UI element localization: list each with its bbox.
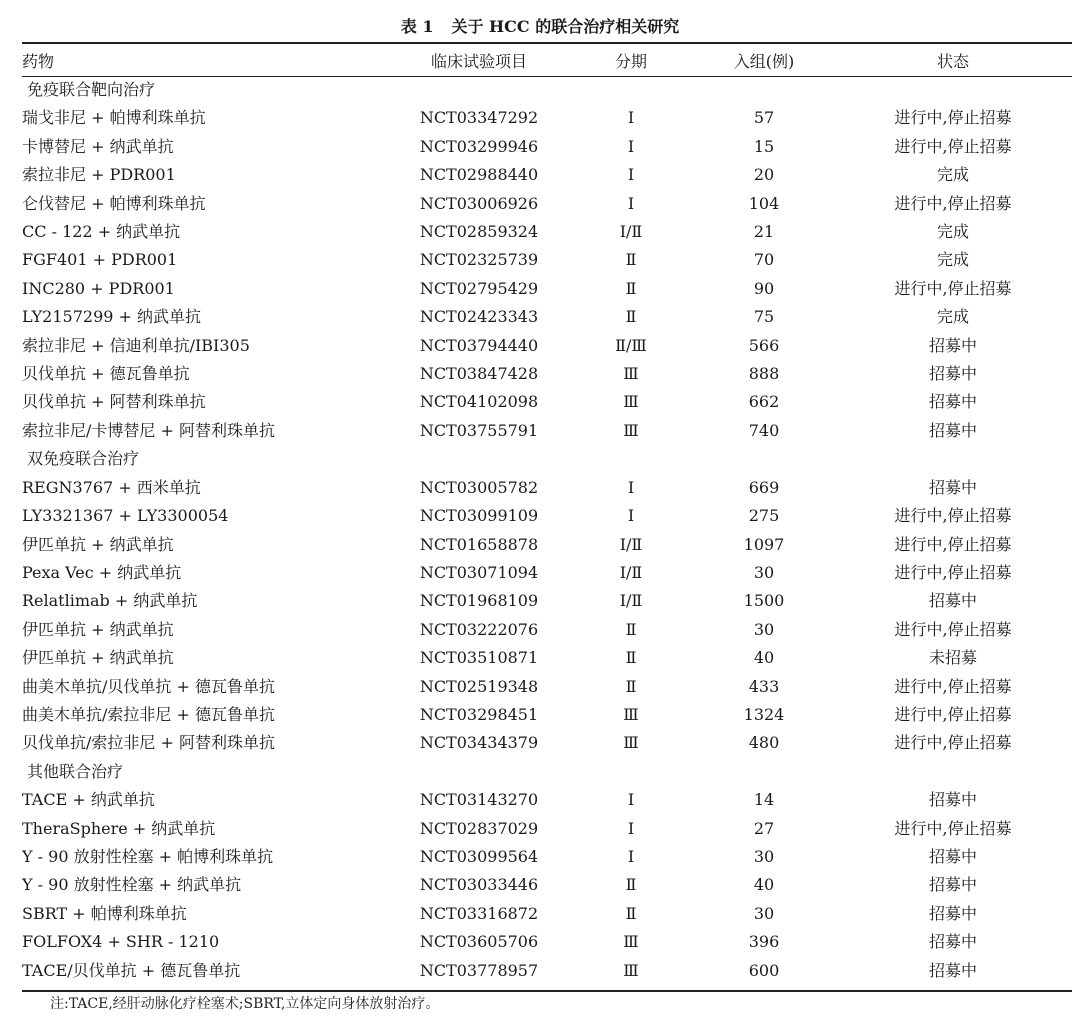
- cell-status: 进行中,停止招募: [894, 818, 1012, 838]
- cell-trial-id: NCT03755791: [419, 420, 539, 440]
- cell-trial-id: NCT03434379: [419, 733, 539, 753]
- cell-drug: TheraSphere + 纳武单抗: [22, 818, 216, 838]
- cell-phase: Ⅰ: [627, 818, 635, 838]
- group-row: [22, 758, 1072, 786]
- cell-trial-id: NCT03143270: [419, 790, 539, 810]
- cell-trial-id: NCT02988440: [419, 165, 539, 185]
- trials-table: [22, 47, 1072, 985]
- cell-enrolled: 27: [753, 818, 775, 838]
- group-row: [22, 76, 1072, 104]
- cell-trial-id: NCT03794440: [419, 335, 539, 355]
- cell-trial-id: NCT02859324: [419, 222, 539, 242]
- cell-trial-id: NCT01968109: [419, 591, 539, 611]
- cell-trial-id: NCT03071094: [419, 562, 539, 582]
- cell-status: 招募中: [928, 875, 977, 895]
- table-row: [22, 531, 1072, 559]
- table-header: [22, 47, 1072, 76]
- cell-phase: Ⅰ/Ⅱ: [619, 534, 643, 554]
- bottom-rule: [22, 990, 1072, 992]
- cell-trial-id: NCT02837029: [419, 818, 539, 838]
- table-row: [22, 616, 1072, 644]
- table-row: [22, 871, 1072, 899]
- cell-status: 完成: [936, 222, 969, 242]
- table-row: [22, 218, 1072, 246]
- cell-status: 招募中: [928, 790, 977, 810]
- table-row: [22, 246, 1072, 274]
- cell-phase: Ⅱ: [625, 307, 637, 327]
- cell-phase: Ⅰ: [627, 846, 635, 866]
- cell-enrolled: 396: [748, 932, 780, 952]
- cell-enrolled: 1324: [743, 704, 785, 724]
- cell-phase: Ⅰ: [627, 477, 635, 497]
- cell-phase: Ⅱ: [625, 648, 637, 668]
- cell-drug: REGN3767 + 西米单抗: [22, 477, 201, 497]
- table-row: [22, 701, 1072, 729]
- cell-enrolled: 275: [748, 506, 780, 526]
- cell-phase: Ⅱ: [625, 676, 637, 696]
- cell-drug: 曲美木单抗/贝伐单抗 + 德瓦鲁单抗: [22, 676, 275, 696]
- cell-phase: Ⅰ/Ⅱ: [619, 591, 643, 611]
- header-trial: 临床试验项目: [430, 52, 527, 71]
- cell-phase: Ⅲ: [623, 932, 639, 952]
- cell-enrolled: 888: [748, 364, 780, 384]
- cell-drug: FGF401 + PDR001: [22, 250, 178, 270]
- table-row: [22, 928, 1072, 956]
- cell-enrolled: 40: [753, 875, 775, 895]
- cell-trial-id: NCT03605706: [419, 932, 539, 952]
- cell-status: 进行中,停止招募: [894, 534, 1012, 554]
- cell-enrolled: 662: [748, 392, 780, 412]
- cell-status: 进行中,停止招募: [894, 506, 1012, 526]
- cell-enrolled: 1097: [743, 534, 785, 554]
- cell-enrolled: 740: [748, 420, 780, 440]
- group-row: [22, 445, 1072, 473]
- cell-drug: INC280 + PDR001: [22, 278, 175, 298]
- cell-phase: Ⅱ: [625, 278, 637, 298]
- cell-drug: LY2157299 + 纳武单抗: [22, 307, 202, 327]
- cell-status: 完成: [936, 165, 969, 185]
- cell-drug: 贝伐单抗 + 阿替利珠单抗: [22, 392, 206, 412]
- cell-drug: 索拉非尼 + PDR001: [22, 165, 176, 185]
- table-caption: [0, 15, 1080, 39]
- cell-drug: 伊匹单抗 + 纳武单抗: [22, 619, 174, 639]
- cell-phase: Ⅲ: [623, 704, 639, 724]
- cell-trial-id: NCT02519348: [419, 676, 539, 696]
- cell-phase: Ⅰ/Ⅱ: [619, 562, 643, 582]
- table-row: [22, 644, 1072, 672]
- cell-enrolled: 30: [753, 619, 775, 639]
- cell-trial-id: NCT02325739: [419, 250, 539, 270]
- cell-phase: Ⅱ: [625, 903, 637, 923]
- table-row: [22, 502, 1072, 530]
- cell-phase: Ⅰ: [627, 165, 635, 185]
- cell-phase: Ⅰ: [627, 790, 635, 810]
- table-row: [22, 303, 1072, 331]
- cell-status: 进行中,停止招募: [894, 733, 1012, 753]
- header-row: [22, 47, 1072, 76]
- cell-trial-id: NCT03006926: [419, 193, 539, 213]
- table-row: [22, 843, 1072, 871]
- header-status: 状态: [936, 52, 969, 71]
- cell-enrolled: 90: [753, 278, 775, 298]
- cell-drug: SBRT + 帕博利珠单抗: [22, 903, 187, 923]
- table-row: [22, 104, 1072, 132]
- cell-trial-id: NCT02795429: [419, 278, 539, 298]
- cell-drug: TACE/贝伐单抗 + 德瓦鲁单抗: [22, 960, 241, 980]
- table-row: [22, 587, 1072, 615]
- cell-trial-id: NCT03099564: [419, 846, 539, 866]
- cell-phase: Ⅲ: [623, 364, 639, 384]
- cell-enrolled: 57: [753, 108, 775, 128]
- cell-status: 招募中: [928, 477, 977, 497]
- cell-enrolled: 669: [748, 477, 780, 497]
- cell-trial-id: NCT03316872: [419, 903, 539, 923]
- cell-drug: 贝伐单抗 + 德瓦鲁单抗: [22, 364, 190, 384]
- cell-status: 招募中: [928, 392, 977, 412]
- cell-phase: Ⅲ: [623, 960, 639, 980]
- cell-status: 进行中,停止招募: [894, 108, 1012, 128]
- cell-phase: Ⅲ: [623, 420, 639, 440]
- cell-status: 进行中,停止招募: [894, 619, 1012, 639]
- table-row: [22, 161, 1072, 189]
- cell-trial-id: NCT03847428: [419, 364, 539, 384]
- table-row: [22, 275, 1072, 303]
- cell-status: 完成: [936, 307, 969, 327]
- cell-drug: 伊匹单抗 + 纳武单抗: [22, 648, 174, 668]
- cell-enrolled: 30: [753, 903, 775, 923]
- cell-drug: 索拉非尼 + 信迪利单抗/IBI305: [22, 335, 250, 355]
- cell-trial-id: NCT03222076: [419, 619, 539, 639]
- cell-drug: 仑伐替尼 + 帕博利珠单抗: [22, 193, 206, 213]
- cell-drug: TACE + 纳武单抗: [22, 790, 155, 810]
- table-footnote: 注:TACE,经肝动脉化疗栓塞术;SBRT,立体定向身体放射治疗。: [50, 996, 440, 1012]
- cell-phase: Ⅰ: [627, 193, 635, 213]
- table-row: [22, 190, 1072, 218]
- cell-status: 招募中: [928, 903, 977, 923]
- group-title: 其他联合治疗: [27, 761, 124, 781]
- cell-trial-id: NCT04102098: [419, 392, 539, 412]
- cell-status: 招募中: [928, 335, 977, 355]
- cell-status: 进行中,停止招募: [894, 704, 1012, 724]
- cell-status: 招募中: [928, 846, 977, 866]
- cell-enrolled: 75: [753, 307, 775, 327]
- table-row: [22, 957, 1072, 985]
- table-row: [22, 417, 1072, 445]
- table-body: [22, 76, 1072, 985]
- cell-enrolled: 15: [753, 136, 775, 156]
- cell-enrolled: 30: [753, 846, 775, 866]
- table-row: [22, 360, 1072, 388]
- cell-phase: Ⅱ: [625, 250, 637, 270]
- cell-phase: Ⅰ: [627, 506, 635, 526]
- cell-drug: CC - 122 + 纳武单抗: [22, 222, 181, 242]
- cell-status: 进行中,停止招募: [894, 676, 1012, 696]
- table-title: 关于 HCC 的联合治疗相关研究: [451, 17, 680, 36]
- cell-status: 进行中,停止招募: [894, 562, 1012, 582]
- header-enrolled: 入组(例): [733, 52, 795, 71]
- table-row: [22, 815, 1072, 843]
- cell-status: 未招募: [928, 648, 977, 668]
- table-row: [22, 786, 1072, 814]
- cell-drug: Y - 90 放射性栓塞 + 帕博利珠单抗: [22, 846, 274, 866]
- cell-enrolled: 104: [748, 193, 780, 213]
- cell-trial-id: NCT03033446: [419, 875, 539, 895]
- group-title: 双免疫联合治疗: [27, 449, 140, 469]
- cell-drug: 贝伐单抗/索拉非尼 + 阿替利珠单抗: [22, 733, 275, 753]
- header-phase: 分期: [614, 52, 647, 71]
- cell-enrolled: 1500: [743, 591, 785, 611]
- table-row: [22, 673, 1072, 701]
- cell-drug: 曲美木单抗/索拉非尼 + 德瓦鲁单抗: [22, 704, 275, 724]
- cell-enrolled: 30: [753, 562, 775, 582]
- cell-status: 完成: [936, 250, 969, 270]
- cell-drug: 伊匹单抗 + 纳武单抗: [22, 534, 174, 554]
- cell-enrolled: 600: [748, 960, 780, 980]
- cell-drug: LY3321367 + LY3300054: [22, 506, 229, 526]
- cell-trial-id: NCT02423343: [419, 307, 539, 327]
- cell-drug: 索拉非尼/卡博替尼 + 阿替利珠单抗: [22, 420, 275, 440]
- cell-trial-id: NCT03298451: [419, 704, 539, 724]
- header-drug: 药物: [22, 52, 55, 71]
- cell-enrolled: 70: [753, 250, 775, 270]
- cell-phase: Ⅰ: [627, 108, 635, 128]
- group-title: 免疫联合靶向治疗: [27, 80, 156, 99]
- table-row: [22, 332, 1072, 360]
- cell-status: 招募中: [928, 591, 977, 611]
- cell-enrolled: 21: [753, 222, 775, 242]
- cell-drug: 瑞戈非尼 + 帕博利珠单抗: [22, 108, 206, 128]
- cell-trial-id: NCT03005782: [419, 477, 539, 497]
- cell-phase: Ⅱ: [625, 619, 637, 639]
- cell-enrolled: 20: [753, 165, 775, 185]
- cell-phase: Ⅱ/Ⅲ: [615, 335, 647, 355]
- cell-phase: Ⅰ: [627, 136, 635, 156]
- cell-trial-id: NCT03778957: [419, 960, 539, 980]
- table-row: [22, 559, 1072, 587]
- cell-enrolled: 566: [748, 335, 780, 355]
- table-row: [22, 729, 1072, 757]
- cell-status: 招募中: [928, 420, 977, 440]
- cell-drug: FOLFOX4 + SHR - 1210: [22, 932, 220, 952]
- cell-enrolled: 40: [753, 648, 775, 668]
- cell-trial-id: NCT03347292: [419, 108, 539, 128]
- cell-status: 进行中,停止招募: [894, 278, 1012, 298]
- cell-phase: Ⅲ: [623, 733, 639, 753]
- cell-status: 进行中,停止招募: [894, 136, 1012, 156]
- table-number: 表 1: [400, 17, 434, 36]
- cell-status: 招募中: [928, 932, 977, 952]
- cell-enrolled: 14: [753, 790, 775, 810]
- table-row: [22, 474, 1072, 502]
- cell-phase: Ⅱ: [625, 875, 637, 895]
- cell-status: 进行中,停止招募: [894, 193, 1012, 213]
- cell-trial-id: NCT01658878: [419, 534, 539, 554]
- cell-phase: Ⅰ/Ⅱ: [619, 222, 643, 242]
- cell-trial-id: NCT03099109: [419, 506, 539, 526]
- cell-status: 招募中: [928, 960, 977, 980]
- cell-drug: Y - 90 放射性栓塞 + 纳武单抗: [22, 875, 242, 895]
- cell-drug: Relatlimab + 纳武单抗: [22, 591, 198, 611]
- cell-phase: Ⅲ: [623, 392, 639, 412]
- table-row: [22, 133, 1072, 161]
- cell-drug: Pexa Vec + 纳武单抗: [22, 562, 182, 582]
- cell-enrolled: 480: [748, 733, 780, 753]
- cell-trial-id: NCT03299946: [419, 136, 539, 156]
- cell-status: 招募中: [928, 364, 977, 384]
- table-row: [22, 900, 1072, 928]
- top-rule: [22, 42, 1072, 44]
- cell-enrolled: 433: [748, 676, 780, 696]
- cell-trial-id: NCT03510871: [419, 648, 539, 668]
- cell-drug: 卡博替尼 + 纳武单抗: [22, 136, 174, 156]
- table-row: [22, 388, 1072, 416]
